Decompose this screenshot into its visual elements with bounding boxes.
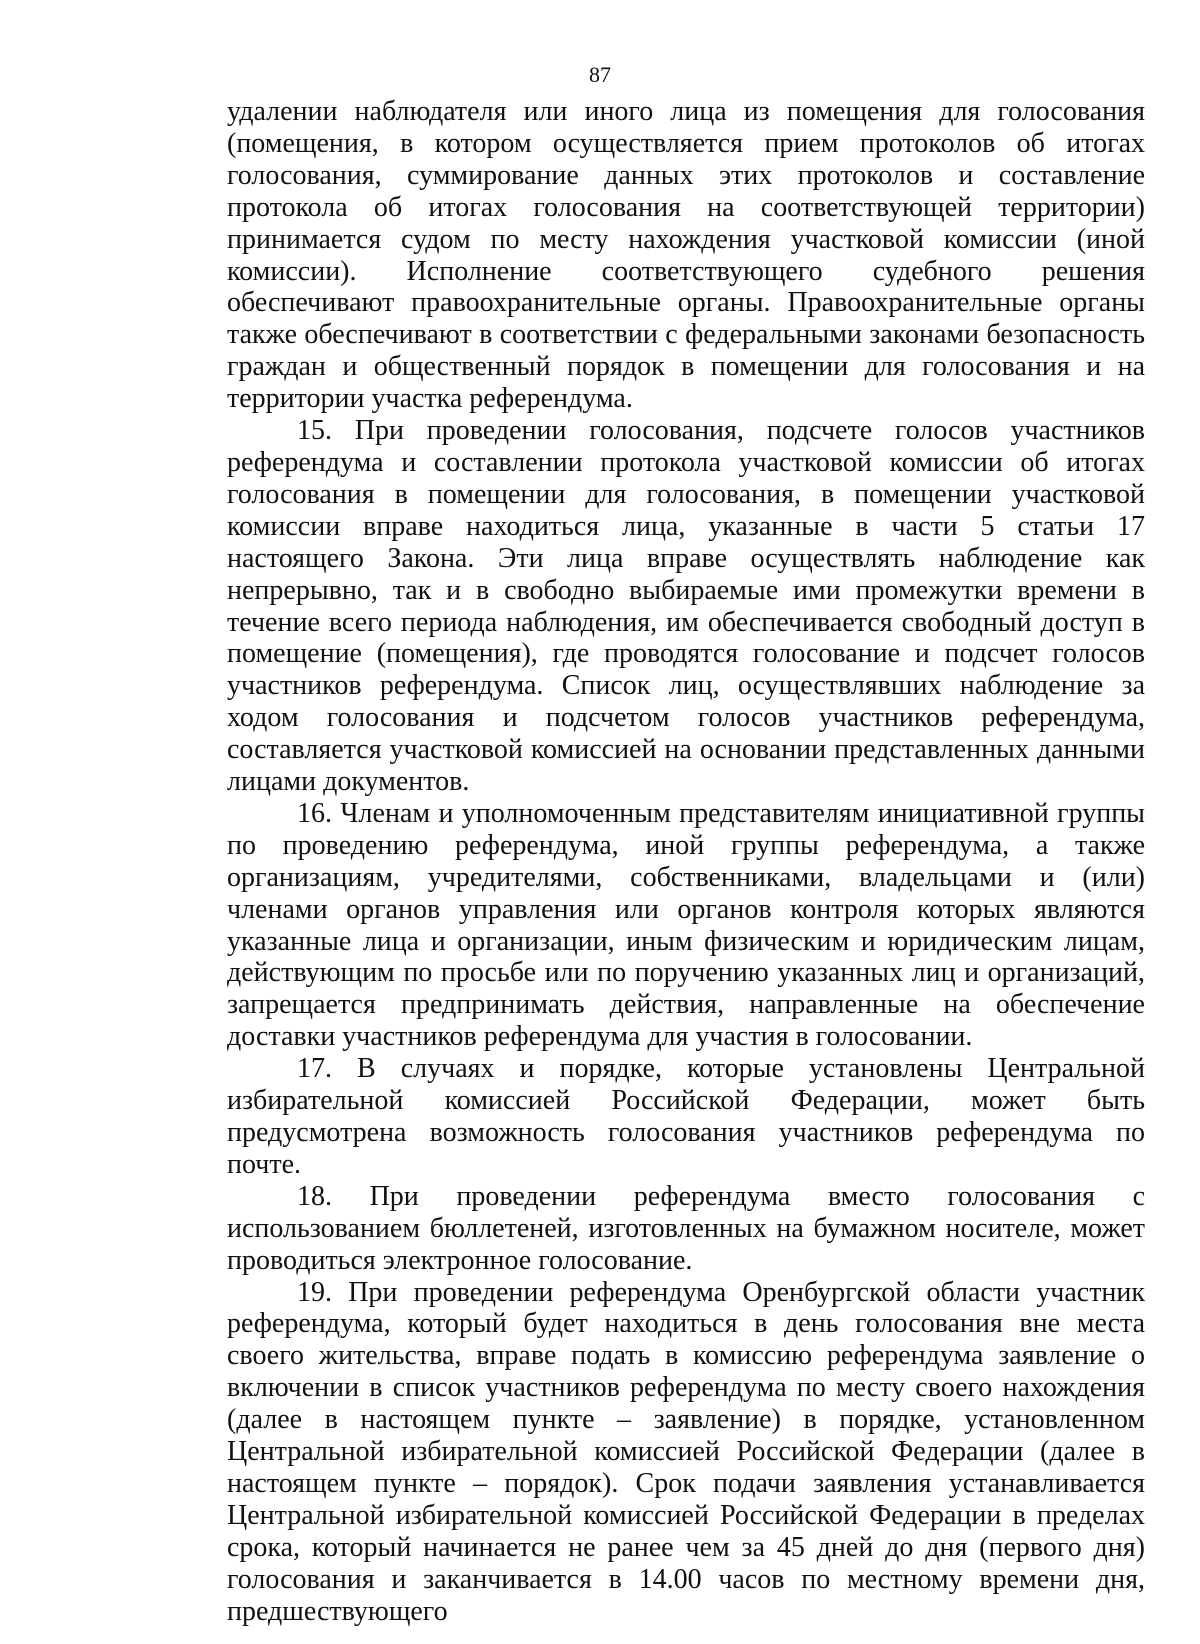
paragraph-continuation: удалении наблюдателя или иного лица из помещения для голосования (помещения, в котором осуществляется прием протоколов об итогах голосования, суммирование данных этих протоколов и составление протокола об итогах голосования на соответствующей территории) принимается судом по месту нахождения участковой комиссии (иной комиссии). Исполнение соответствующего судебного решения обеспечивают правоохранительные органы. Правоохранительные органы также обеспечивают в соответствии с федеральными законами безопасность граждан и общественный порядок в помещении для голосования и на территории участка референдума.: [227, 96, 1145, 415]
document-body: [227, 96, 1145, 1628]
paragraph-item-18: 18. При проведении референдума вместо голосования с использованием бюллетеней, изготовленных на бумажном носителе, может проводиться электронное голосование.: [227, 1180, 1145, 1276]
paragraph-item-16: 16. Членам и уполномоченным представителям инициативной группы по проведению референдума, иной группы референдума, а также организациям, учредителями, собственниками, владельцами и (или) членами органов управления или органов контроля которых являются указанные лица и организации, иным физическим и юридическим лицам, действующим по просьбе или по поручению указанных лиц и организаций, запрещается предпринимать действия, направленные на обеспечение доставки участников референдума для участия в голосовании.: [227, 797, 1145, 1053]
paragraph-item-19: 19. При проведении референдума Оренбургской области участник референдума, который будет находиться в день голосования вне места своего жительства, вправе подать в комиссию референдума заявление о включении в список участников референдума по месту своего нахождения (далее в настоящем пункте – заявление) в порядке, установленном Центральной избирательной комиссией Российской Федерации (далее в настоящем пункте – порядок). Срок подачи заявления устанавливается Центральной избирательной комиссией Российской Федерации в пределах срока, который начинается не ранее чем за 45 дней до дня (первого дня) голосования и заканчивается в 14.00 часов по местному времени дня, предшествующего: [227, 1276, 1145, 1627]
paragraph-item-17: 17. В случаях и порядке, которые установлены Центральной избирательной комиссией Российской Федерации, может быть предусмотрена возможность голосования участников референдума по почте.: [227, 1053, 1145, 1180]
paragraph-item-15: 15. При проведении голосования, подсчете голосов участников референдума и составлении протокола участковой комиссии об итогах голосования в помещении для голосования, в помещении участковой комиссии вправе находиться лица, указанные в части 5 статьи 17 настоящего Закона. Эти лица вправе осуществлять наблюдение как непрерывно, так и в свободно выбираемые ими промежутки времени в течение всего периода наблюдения, им обеспечивается свободный доступ в помещение (помещения), где проводятся голосование и подсчет голосов участников референдума. Список лиц, осуществлявших наблюдение за ходом голосования и подсчетом голосов участников референдума, составляется участковой комиссией на основании представленных данными лицами документов.: [227, 415, 1145, 798]
page-number: 87: [589, 62, 611, 87]
